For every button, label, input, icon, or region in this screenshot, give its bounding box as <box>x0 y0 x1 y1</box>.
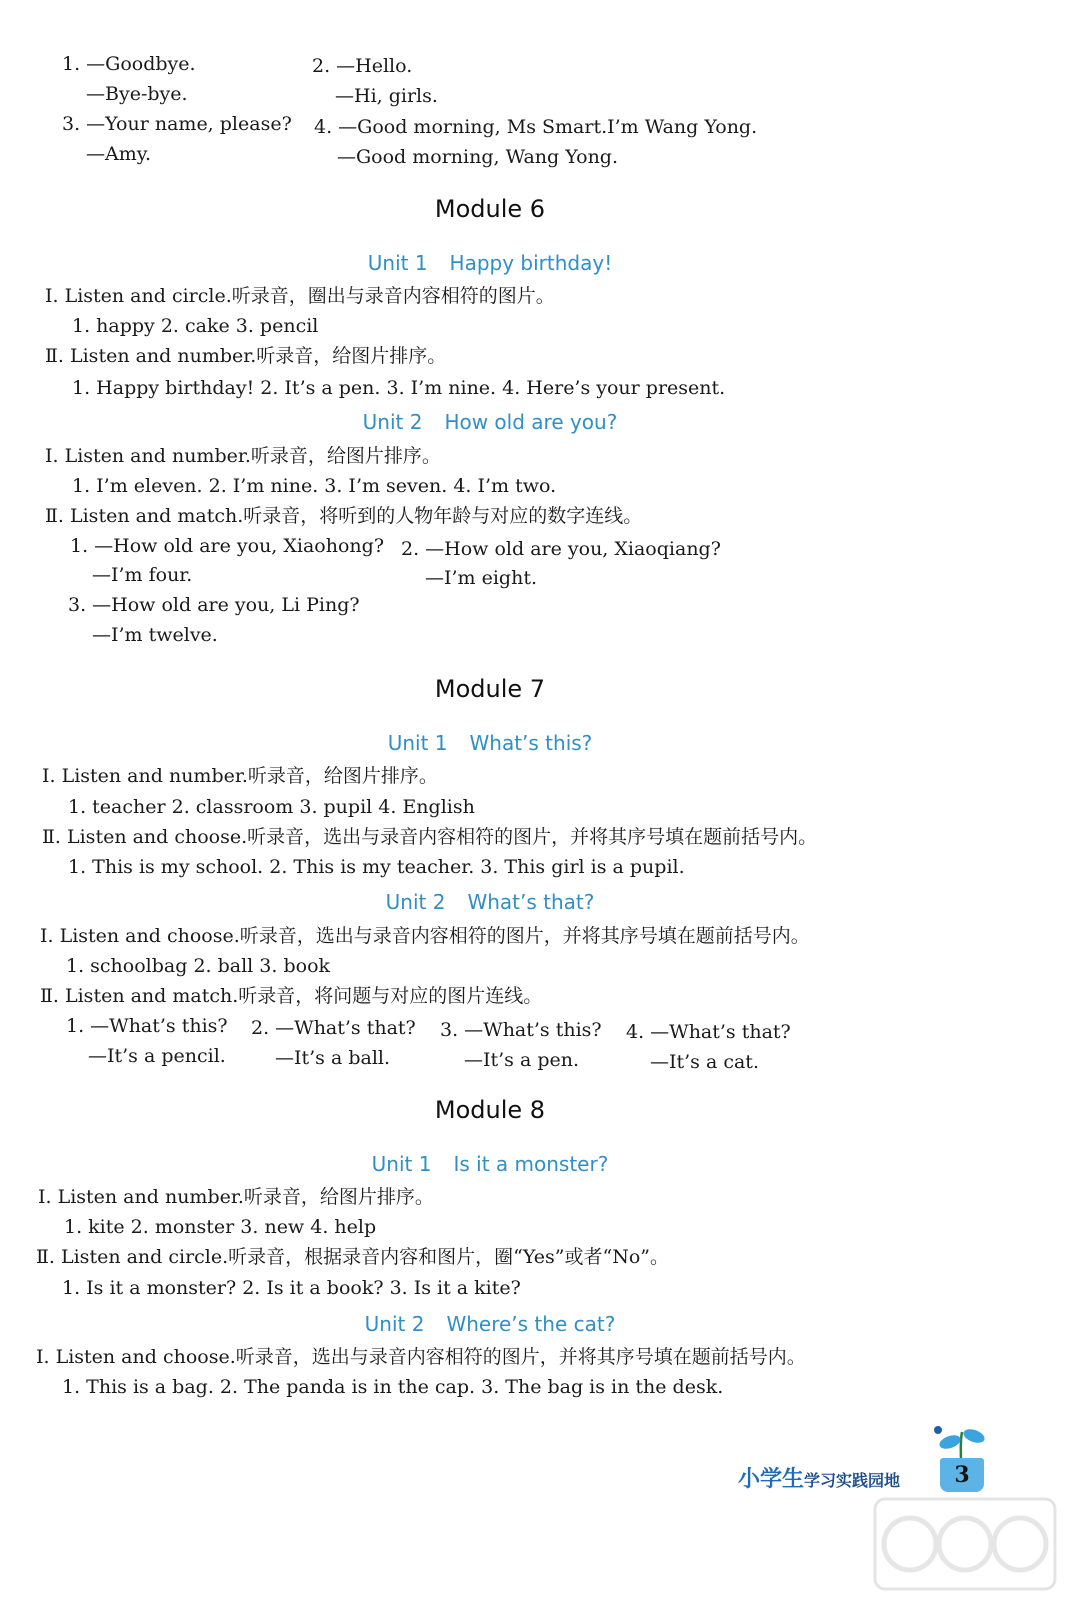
unit-label: Unit 1 <box>367 251 428 275</box>
unit-label: Unit 1 <box>371 1152 432 1176</box>
unit-name: What’s this? <box>469 731 593 755</box>
m7-u2-q1: Ⅰ. Listen and choose.听录音，选出与录音内容相符的图片，并将其序号填在题前括号内。 <box>40 925 810 947</box>
module-6-title: Module 6 <box>434 195 546 223</box>
m6-u2-q1: Ⅰ. Listen and number.听录音，给图片排序。 <box>45 445 441 467</box>
unit-name: How old are you? <box>444 410 618 434</box>
m6-unit2-heading <box>0 410 980 434</box>
m6-u1-a2: 1. Happy birthday! 2. It’s a pen. 3. I’m nine. 4. Here’s your present. <box>72 377 726 399</box>
intro-line-2a: 2. —Hello. <box>312 55 413 77</box>
unit-name: What’s that? <box>467 890 595 914</box>
m8-unit2-heading <box>0 1312 980 1336</box>
m6-u2-d3b: —I’m twelve. <box>92 624 218 646</box>
brand-sub: 学习实践园地 <box>804 1471 901 1490</box>
m8-u2-q1: Ⅰ. Listen and choose.听录音，选出与录音内容相符的图片，并将其序号填在题前括号内。 <box>36 1346 806 1368</box>
page-number: 3 <box>940 1458 984 1492</box>
m7-u1-q1: Ⅰ. Listen and number.听录音，给图片排序。 <box>42 765 438 787</box>
m6-unit1-heading <box>0 251 980 275</box>
intro-line-1a: 1. —Goodbye. <box>62 53 196 75</box>
m7-u2-d2a: 2. —What’s that? <box>251 1017 416 1039</box>
m7-u1-a1: 1. teacher 2. classroom 3. pupil 4. English <box>68 796 475 818</box>
m8-u1-q1: Ⅰ. Listen and number.听录音，给图片排序。 <box>38 1186 434 1208</box>
m6-u2-d2b: —I’m eight. <box>425 567 537 589</box>
m7-u2-d4a: 4. —What’s that? <box>626 1021 791 1043</box>
m7-u2-a1: 1. schoolbag 2. ball 3. book <box>66 955 331 977</box>
m6-u2-d1a: 1. —How old are you, Xiaohong? <box>70 535 385 557</box>
unit-label: Unit 2 <box>362 410 423 434</box>
m6-u1-q2: Ⅱ. Listen and number.听录音，给图片排序。 <box>45 345 447 367</box>
brand-main: 小学生 <box>738 1467 805 1492</box>
intro-line-3b: —Amy. <box>86 143 151 165</box>
m8-u1-a2: 1. Is it a monster? 2. Is it a book? 3. Is it a kite? <box>62 1277 521 1299</box>
m7-u2-d4b: —It’s a cat. <box>650 1051 759 1073</box>
m7-u2-d3a: 3. —What’s this? <box>440 1019 602 1041</box>
module-8-title: Module 8 <box>434 1096 546 1124</box>
m8-u2-a1: 1. This is a bag. 2. The panda is in the cap. 3. The bag is in the desk. <box>62 1376 724 1398</box>
m6-u1-a1: 1. happy 2. cake 3. pencil <box>72 315 319 337</box>
m8-u1-q2: Ⅱ. Listen and circle.听录音，根据录音内容和图片，圈“Yes”或者“No”。 <box>36 1246 669 1268</box>
intro-line-3a: 3. —Your name, please? <box>62 113 292 135</box>
unit-name: Where’s the cat? <box>446 1312 616 1336</box>
watermark-icon <box>870 1494 1060 1594</box>
m7-u1-a2: 1. This is my school. 2. This is my teacher. 3. This girl is a pupil. <box>68 856 685 878</box>
m7-u1-q2: Ⅱ. Listen and choose.听录音，选出与录音内容相符的图片，并将其序号填在题前括号内。 <box>42 826 818 848</box>
m7-u2-d3b: —It’s a pen. <box>464 1049 580 1071</box>
m6-u2-d3a: 3. —How old are you, Li Ping? <box>68 594 360 616</box>
m7-unit1-heading <box>0 731 980 755</box>
unit-name: Happy birthday! <box>449 251 613 275</box>
m7-u2-q2: Ⅱ. Listen and match.听录音，将问题与对应的图片连线。 <box>40 985 543 1007</box>
unit-label: Unit 2 <box>385 890 446 914</box>
intro-line-1b: —Bye-bye. <box>86 83 188 105</box>
intro-line-4a: 4. —Good morning, Ms Smart.I’m Wang Yong. <box>314 116 758 138</box>
m8-unit1-heading <box>0 1152 980 1176</box>
m7-unit2-heading <box>0 890 980 914</box>
m6-u1-q1: Ⅰ. Listen and circle.听录音，圈出与录音内容相符的图片。 <box>45 285 555 307</box>
m8-u1-a1: 1. kite 2. monster 3. new 4. help <box>64 1216 377 1238</box>
unit-label: Unit 2 <box>364 1312 425 1336</box>
footer-brand <box>738 1462 900 1493</box>
m6-u2-a1: 1. I’m eleven. 2. I’m nine. 3. I’m seven. 4. I’m two. <box>72 475 557 497</box>
m6-u2-d2a: 2. —How old are you, Xiaoqiang? <box>401 538 721 560</box>
unit-name: Is it a monster? <box>453 1152 609 1176</box>
m7-u2-d1a: 1. —What’s this? <box>66 1015 228 1037</box>
intro-line-2b: —Hi, girls. <box>335 85 438 107</box>
m7-u2-d2b: —It’s a ball. <box>275 1047 391 1069</box>
intro-line-4b: —Good morning, Wang Yong. <box>337 146 619 168</box>
m6-u2-q2: Ⅱ. Listen and match.听录音，将听到的人物年龄与对应的数字连线。 <box>45 505 643 527</box>
m7-u2-d1b: —It’s a pencil. <box>88 1045 226 1067</box>
m6-u2-d1b: —I’m four. <box>92 564 193 586</box>
unit-label: Unit 1 <box>387 731 448 755</box>
module-7-title: Module 7 <box>434 675 546 703</box>
